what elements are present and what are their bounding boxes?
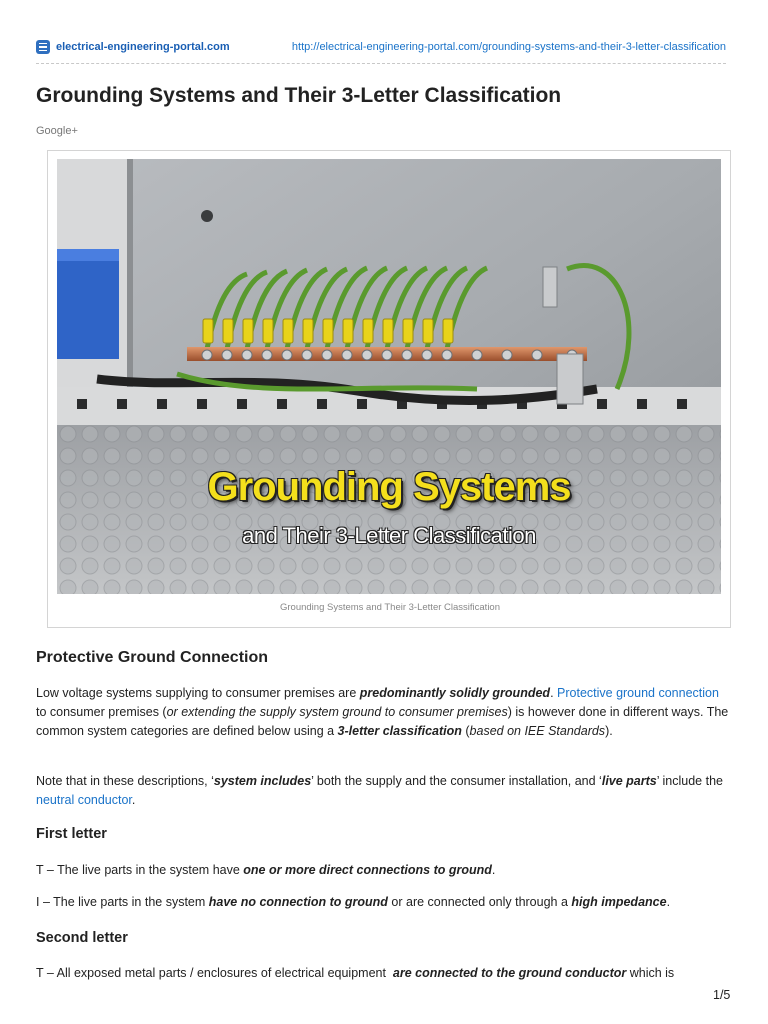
text-run: Note that in these descriptions, ‘ <box>36 774 214 788</box>
page-header <box>36 36 726 58</box>
first-letter-i-item <box>36 893 730 912</box>
text-run: . <box>666 895 671 909</box>
neutral-conductor-link[interactable]: neutral conductor <box>36 793 132 807</box>
emphasis-text: live parts <box>601 774 657 788</box>
emphasis-text: are connected to the ground conductor <box>392 966 627 980</box>
emphasis-text: predominantly solidly grounded <box>359 686 551 700</box>
text-run: Low voltage systems supplying to consumer premises are <box>36 686 360 700</box>
text-run: ). <box>605 724 613 738</box>
google-plus-link[interactable]: Google+ <box>36 125 78 137</box>
page-number: 1/5 <box>713 988 731 1002</box>
italic-text: or extending the supply system ground to consumer premises <box>166 705 508 719</box>
second-letter-heading: Second letter <box>36 930 128 946</box>
first-letter-heading: First letter <box>36 826 107 842</box>
text-run: ’ include the <box>656 774 723 788</box>
section-heading: Protective Ground Connection <box>36 649 269 666</box>
figure-caption: Grounding Systems and Their 3-Letter Classification <box>279 602 500 613</box>
text-run: . <box>550 686 558 700</box>
text-run: . <box>131 793 136 807</box>
emphasis-text: system includes <box>213 774 312 788</box>
emphasis-text: have no connection to ground <box>208 895 388 909</box>
italic-text: based on IEE Standards <box>469 724 606 738</box>
text-run: or are connected only through a <box>387 895 572 909</box>
emphasis-text: high impedance <box>571 895 667 909</box>
header-divider <box>36 63 726 64</box>
paragraph-note <box>36 772 730 810</box>
text-run: T – All exposed metal parts / enclosures of electrical equipment <box>36 966 393 980</box>
article-figure <box>47 150 731 628</box>
first-letter-t-item <box>36 861 730 880</box>
image-overlay-title: Grounding Systems <box>207 465 571 509</box>
paragraph-intro <box>36 684 730 741</box>
source-url[interactable]: http://electrical-engineering-portal.com/grounding-systems-and-their-3-letter-classification <box>291 41 726 53</box>
emphasis-text: one or more direct connections to ground <box>243 863 492 877</box>
image-overlay-subtitle: and Their 3-Letter Classification <box>242 523 536 548</box>
text-run: . <box>491 863 496 877</box>
text-run: ) is however done in different ways. The common system categories are defined below using a <box>36 705 729 738</box>
text-run: to consumer premises ( <box>36 705 167 719</box>
emphasis-text: 3-letter classification <box>337 724 462 738</box>
article-title: Grounding Systems and Their 3-Letter Classification <box>36 84 562 107</box>
text-run: which is <box>626 966 675 980</box>
protective-ground-link[interactable]: Protective ground connection <box>557 686 719 700</box>
text-run: ( <box>461 724 470 738</box>
text-run: T – The live parts in the system have <box>36 863 244 877</box>
site-name[interactable]: electrical-engineering-portal.com <box>56 41 230 53</box>
site-brand[interactable] <box>36 40 230 54</box>
text-run: ’ both the supply and the consumer installation, and ‘ <box>311 774 602 788</box>
hero-photo <box>57 159 721 594</box>
second-letter-t-item <box>36 964 730 983</box>
document-icon <box>36 40 50 54</box>
text-run: I – The live parts in the system <box>36 895 209 909</box>
